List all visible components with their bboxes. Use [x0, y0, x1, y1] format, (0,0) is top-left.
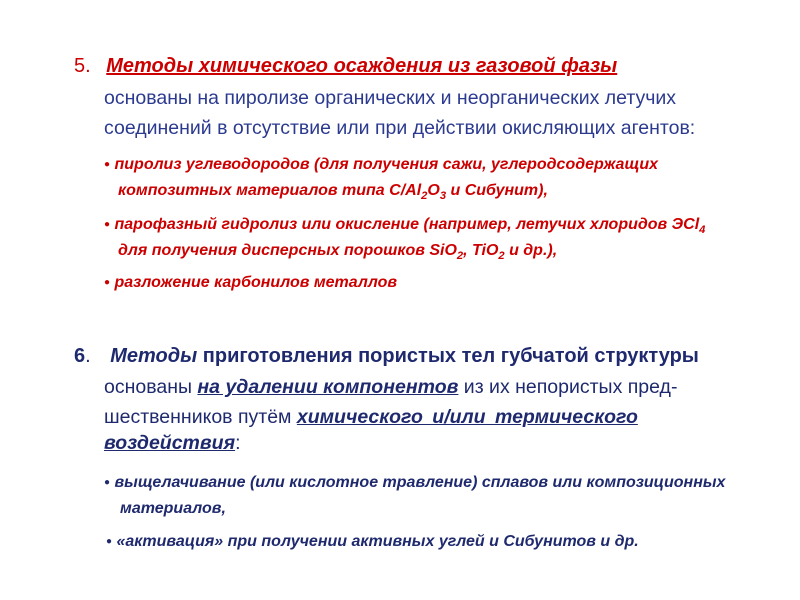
- bullet-2-line-1a: парофазный гидролиз или окисление (например, летучих хлоридов ЭCl: [114, 216, 700, 233]
- subscript: 4: [699, 223, 706, 236]
- section5-heading: Методы химического осаждения из газовой фазы: [106, 55, 618, 77]
- section5-bullet-2: [104, 216, 705, 234]
- section6-number-dot: .: [85, 345, 91, 367]
- section5-bullet-3: [104, 274, 397, 292]
- section6-text-line-1: [104, 372, 677, 402]
- section5-text-line-1: основаны на пиролизе органических и неорганических летучих: [104, 87, 677, 109]
- section5-text-line-2: соединений в отсутствие или при действии окисляющих агентов:: [104, 117, 696, 139]
- section6-title: [74, 345, 699, 368]
- section5-bullet-2-line-2: [118, 242, 557, 260]
- subscript: 2: [421, 189, 428, 202]
- section6-bullet-1-line-2: материалов,: [120, 500, 226, 517]
- bullet-dot-icon: ●: [104, 477, 111, 488]
- bullet-dot-icon: ●: [104, 219, 111, 230]
- section6-bullet-2-line-1: «активация» при получении активных углей и Сибунитов и др.: [116, 533, 639, 550]
- subscript: 2: [456, 249, 464, 262]
- bullet-1-line-2b: O: [427, 182, 440, 199]
- section6-text-line-3: [104, 428, 241, 458]
- bullet-dot-icon: ●: [104, 159, 111, 170]
- section6-number: 6: [74, 345, 86, 367]
- section6-line-3-emphasis: воздействия: [104, 432, 236, 454]
- bullet-1-line-2c: и Сибунит),: [446, 182, 548, 199]
- bullet-1-line-1: пиролиз углеводородов (для получения сажи, углеродсодержащих: [114, 156, 659, 173]
- section6-bullet-1-line-1: выщелачивание (или кислотное травление) сплавов или композиционных: [114, 474, 726, 491]
- subscript: 3: [439, 189, 447, 202]
- bullet-3-line-1: разложение карбонилов металлов: [114, 274, 398, 291]
- section5-bullet-1-line-2: [118, 182, 548, 200]
- section6-heading-rest: приготовления пористых тел губчатой структуры: [197, 345, 699, 367]
- bullet-1-line-2a: композитных материалов типа C/Al: [118, 182, 422, 199]
- section6-heading-italic: Методы: [110, 345, 198, 367]
- section6-line-3b: :: [235, 432, 241, 454]
- section5-bullet-1: [104, 156, 658, 174]
- section6-bullet-1: [104, 474, 725, 492]
- section6-line-1-emphasis: на удалении компонентов: [197, 376, 459, 398]
- section5-number-dot: .: [85, 55, 91, 77]
- subscript: 2: [498, 249, 505, 262]
- section6-line-2-emphasis: химического и/или термического: [296, 406, 638, 428]
- section6-line-1a: основаны: [104, 376, 198, 398]
- section6-line-2a: шественников путём: [104, 406, 297, 428]
- bullet-2-line-2a: для получения дисперсных порошков SiO: [118, 242, 457, 259]
- section5-title: [74, 55, 617, 78]
- section6-bullet-2: [106, 533, 639, 551]
- bullet-dot-icon: ●: [106, 536, 113, 547]
- bullet-dot-icon: ●: [104, 277, 111, 288]
- section6-line-1b: из их непористых пред-: [458, 376, 678, 398]
- section5-number: 5: [74, 55, 86, 77]
- bullet-2-line-2b: , TiO: [463, 242, 499, 259]
- bullet-2-line-2c: и др.),: [504, 242, 558, 259]
